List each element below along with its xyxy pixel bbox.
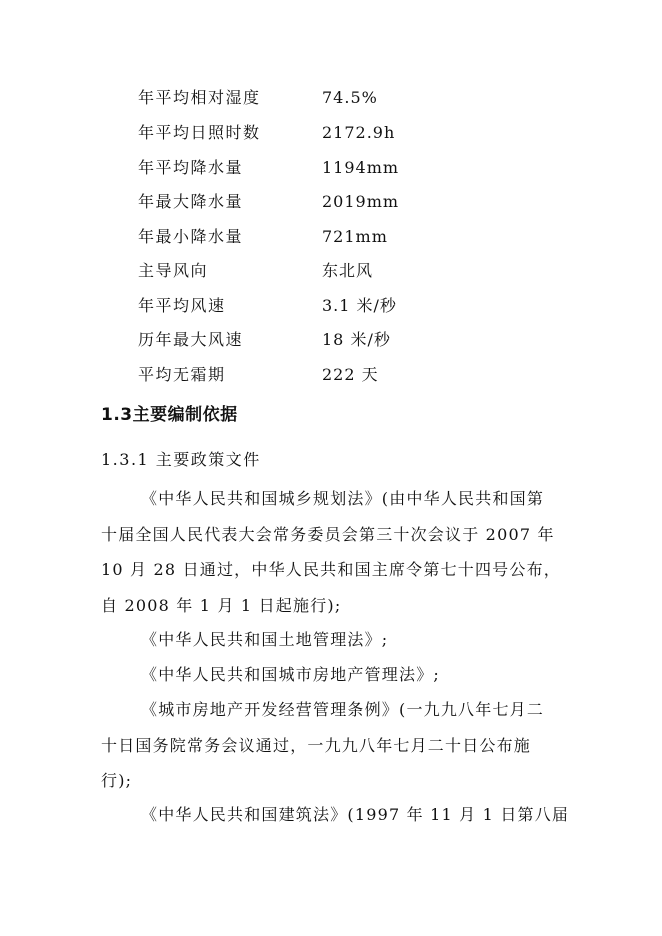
climate-label: 年平均风速 [138, 296, 226, 315]
climate-label: 年平均降水量 [138, 158, 244, 177]
climate-value: 东北风 [322, 261, 374, 280]
climate-label: 平均无霜期 [138, 365, 226, 384]
climate-value: 2172.9h [322, 123, 396, 142]
climate-value: 721mm [322, 227, 388, 246]
climate-row-sunshine [138, 120, 395, 146]
climate-label: 年平均日照时数 [138, 123, 261, 142]
section-heading: 1.3主要编制依据 [101, 405, 238, 425]
sub-heading: 1.3.1 主要政策文件 [101, 450, 261, 469]
climate-row-avg-wind-speed [138, 293, 397, 319]
paragraph-line: 《城市房地产开发经营管理条例》(一九九八年七月二 [141, 700, 545, 719]
climate-label: 主导风向 [138, 261, 209, 280]
paragraph-line: 《中华人民共和国建筑法》(1997 年 11 月 1 日第八届 [141, 805, 570, 824]
climate-row-min-precipitation [138, 224, 388, 250]
climate-row-frost-free [138, 362, 379, 388]
paragraph-land-management-law [101, 622, 557, 658]
paragraph-line: 十届全国人民代表大会常务委员会第三十次会议于 2007 年 [101, 524, 555, 544]
climate-value: 222 天 [322, 365, 379, 384]
climate-label: 历年最大风速 [138, 330, 244, 349]
climate-label: 年平均相对湿度 [138, 88, 261, 107]
paragraph-line: 《中华人民共和国土地管理法》; [141, 630, 389, 649]
climate-value: 1194mm [322, 158, 400, 177]
paragraph-line: 10 月 28 日通过，中华人民共和国主席令第七十四号公布， [101, 560, 561, 579]
paragraph-line: 十日国务院常务会议通过，一九九八年七月二十日公布施 [101, 735, 532, 755]
climate-row-avg-precipitation [138, 155, 399, 181]
climate-row-max-wind-speed [138, 327, 391, 353]
paragraph-line: 自 2008 年 1 月 1 日起施行); [101, 595, 342, 615]
climate-value: 2019mm [322, 192, 400, 211]
climate-label: 年最小降水量 [138, 227, 244, 246]
climate-value: 18 米/秒 [322, 330, 391, 349]
paragraph-construction-law [101, 797, 570, 833]
paragraph-line: 行); [101, 771, 133, 790]
climate-label: 年最大降水量 [138, 192, 244, 211]
paragraph-real-estate-regulations [101, 692, 557, 799]
climate-row-max-precipitation [138, 189, 399, 215]
climate-value: 3.1 米/秒 [322, 296, 397, 315]
climate-value: 74.5% [322, 88, 378, 107]
paragraph-urban-rural-planning-law [101, 481, 561, 623]
climate-row-humidity [138, 85, 378, 111]
climate-row-wind-direction [138, 258, 373, 284]
paragraph-line: 《中华人民共和国城乡规划法》(由中华人民共和国第 [141, 489, 545, 508]
paragraph-line: 《中华人民共和国城市房地产管理法》; [141, 665, 440, 684]
paragraph-real-estate-law [101, 657, 557, 693]
